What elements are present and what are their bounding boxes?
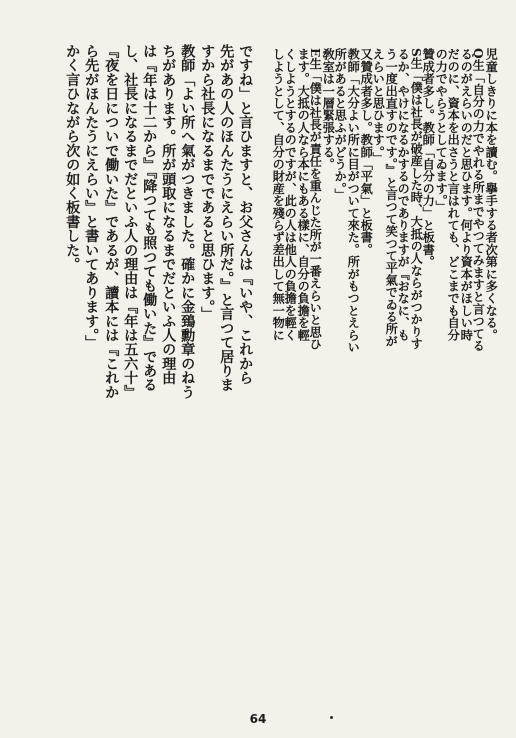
text-column: 教師「大分よい所に目がついて來た。所がもつとえらい [346, 48, 361, 353]
text-column: 所があると思ふがどうか。」 [333, 48, 348, 201]
text-column: う一度出直すのです。』と言つて笑つて平氣でゐる所が [384, 48, 399, 347]
text-column: ですね」と言ひますと、お父さんは『いや、これから [237, 44, 254, 385]
text-column: かく言ひながら次の如く板書した。 [64, 44, 81, 272]
text-column: E生「僕は社長が責任を重んじた所が一番えらいと思ひ [308, 48, 323, 351]
text-column: Q生「自分の力でやれる所までやつてみますと言つてる [471, 48, 486, 352]
text-column: S生「僕は社長が破産した時、大抵の人ならがつかりす [409, 48, 424, 350]
text-column: 又贊成者多し。教師「平氣」と板書。 [359, 48, 374, 256]
text-column: だのに、資本を出さうと言はれても、どこまでも自分 [446, 48, 461, 341]
text-column: るのがえらいのだと思ひます。何より資本がほしい時 [459, 48, 474, 341]
text-column: の力でやらうとしてゐます。」 [434, 48, 449, 213]
text-column: くしようとするのですが、此の人は他人の負擔を輕く [283, 48, 298, 341]
text-column: し、社長になるまでだといふ人の理由は『年は五六十』 [122, 44, 139, 399]
text-column: 敎室は一層緊張する。 [321, 48, 336, 170]
text-column: 教師「よい所へ氣がつきました。確かに金鵄勳章のねう [179, 44, 196, 399]
text-column: ちがあります。所が頭取になるまでだといふ人の理由 [160, 44, 177, 385]
text-column: 贊成者多し。教師「自分の力」と板書。 [421, 48, 436, 268]
text-column: ます。大抵の人なら本にもある樣に、自分の負擔を輕 [296, 48, 311, 341]
text-column: 先があの人のほんたうにえらい所だ。』と言つて居りま [218, 44, 235, 392]
page-number: 64 [249, 712, 267, 726]
text-column: しようとして、自分の財産を殘らず差出して無一物に [271, 48, 286, 341]
text-column: すから社長になるまでであると思ひます。」 [199, 44, 216, 321]
text-column: るか、やけになるかするのでありますが『おなに、も [396, 48, 411, 341]
text-column: 児童しきりに本を讀む。擧手する者次第に多くなる。 [484, 48, 499, 341]
text-column: えらいと思ひます。」 [371, 48, 386, 164]
text-column: 『夜を日についで働いた』であるが、讀本には『これか [103, 44, 120, 399]
text-column: は『年は十二から』『降つても照つても働いた』である [141, 44, 158, 392]
text-column: ら先がほんたうにえらい』と書いてあります。」 [83, 44, 100, 350]
